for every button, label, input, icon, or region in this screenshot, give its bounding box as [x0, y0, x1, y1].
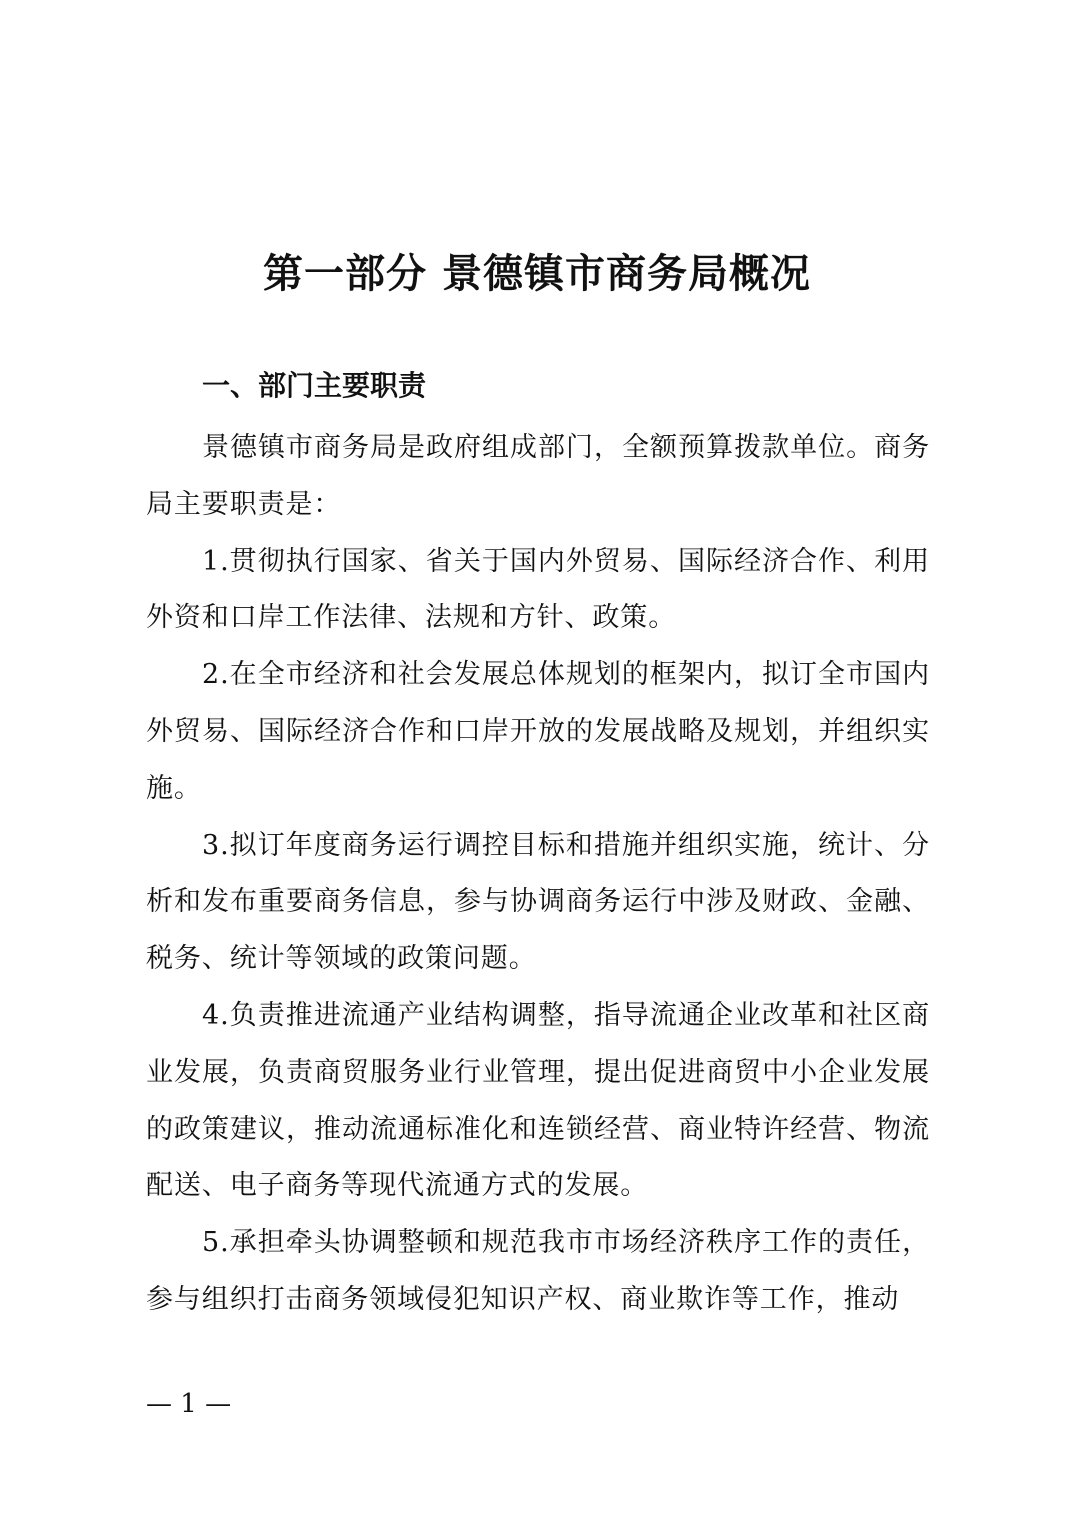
paragraph-duty-1: 1.贯彻执行国家、省关于国内外贸易、国际经济合作、利用外资和口岸工作法律、法规和方针、政策。 [146, 545, 930, 634]
body-text [146, 420, 930, 1329]
paragraph-duty-5: 5.承担牵头协调整顿和规范我市市场经济秩序工作的责任，参与组织打击商务领域侵犯知识产权、商业欺诈等工作，推动 [146, 1227, 930, 1315]
paragraph-duty-2: 2.在全市经济和社会发展总体规划的框架内，拟订全市国内外贸易、国际经济合作和口岸开放的发展战略及规划，并组织实施。 [146, 659, 930, 804]
paragraph-duty-4: 4.负责推进流通产业结构调整，指导流通企业改革和社区商业发展，负责商贸服务业行业管理，提出促进商贸中小企业发展的政策建议，推动流通标准化和连锁经营、商业特许经营、物流配送、电子商务等现代流通方式的发展。 [146, 999, 930, 1202]
page-title: 第一部分 景德镇市商务局概况 [263, 250, 811, 297]
paragraph-intro: 景德镇市商务局是政府组成部门，全额预算拨款单位。商务局主要职责是： [146, 432, 930, 520]
paragraph-duty-3: 3.拟订年度商务运行调控目标和措施并组织实施，统计、分析和发布重要商务信息，参与协调商务运行中涉及财政、金融、税务、统计等领域的政策问题。 [146, 829, 930, 975]
page-number: — 1 — [146, 1389, 232, 1419]
section-heading: 一、部门主要职责 [202, 369, 427, 402]
